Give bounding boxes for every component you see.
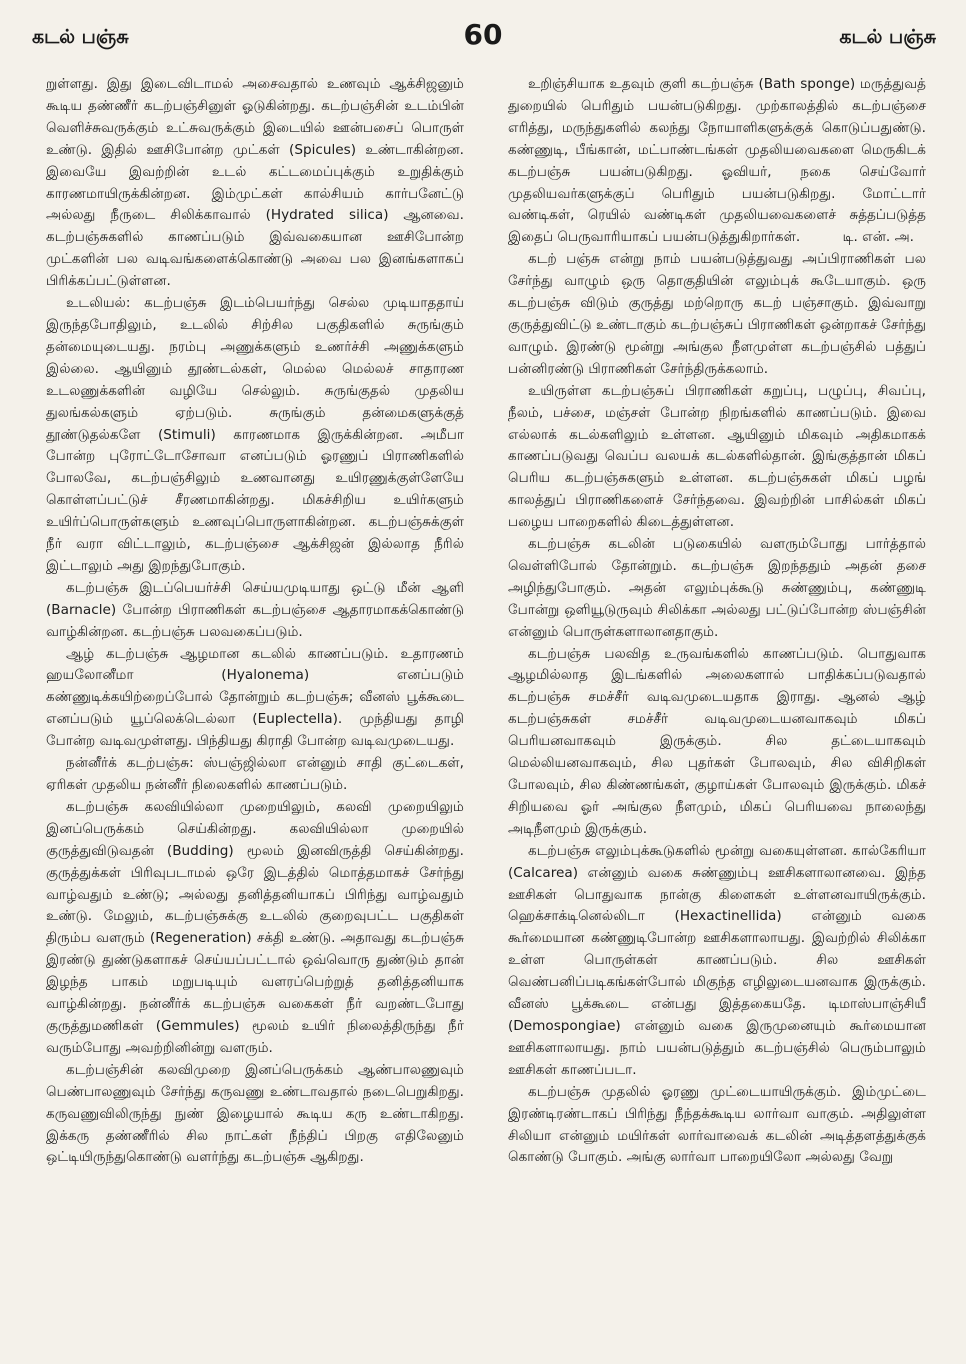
paragraph: நன்னீர்க் கடற்பஞ்சு: ஸ்பஞ்ஜில்லா என்னும் சாதி குட்டைகள், ஏரிகள் முதலிய நன்னீர் நிலைகளில் காணப்படும். xyxy=(46,755,464,793)
paragraph: கடற்பஞ்சு கடலின் படுகையில் வளரும்போது பார்த்தால் வெள்ளிபோல் தோன்றும். கடற்பஞ்சு இறந்ததும் அதன் தசை அழிந்துபோகும். அதன் எலும்புக்கூடு சுண்ணும்பு, கண்ணுடி போன்று ஒளியூடுருவும் சிலிக்கா அல்லது பட்டுப்போன்ற ஸ்பஞ்சின் என்னும் பொருள்களாலானதாகும். xyxy=(508,536,926,640)
paragraph: உறிஞ்சியாக உதவும் குளி கடற்பஞ்சு (Bath sponge) மருத்துவத் துறையில் பெரிதும் பயன்படுகிறது. முற்காலத்தில் கடற்பஞ்சை எரித்து, மருந்துகளில் கலந்து நோயாளிகளுக்குக் கொடுப்பதுண்டு. கண்ணுடி, பீங்கான், மட்பாண்டங்கள் முதலியவைகளை மெருகிடக் கடற்பஞ்சு பயன்படுகிறது. ஓவியர், நகை செய்வோர் முதலியவர்களுக்குப் பெரிதும் பயன்படுகிறது. மோட்டார் வண்டிகள், ரெயில் வண்டிகள் முதலியவைகளைச் சுத்தப்படுத்த இதைப் பெருவாரியாகப் பயன்படுத்துகிறார்கள். xyxy=(508,76,926,246)
paragraph: ஆழ் கடற்பஞ்சு ஆழமான கடலில் காணப்படும். உதாரணம் ஹயலோனீமா (Hyalonema) எனப்படும் கண்ணுடிக்கயிற்றைப்போல் தோன்றும் கடற்பஞ்சு; வீனஸ் பூக்கூடை எனப்படும் யூப்லெக்டெல்லா (Euplectella). முந்தியது தாழி போன்ற வடிவமுள்ளது. பிந்தியது கிராதி போன்ற வடிவமுடையது. xyxy=(46,645,464,750)
paragraph: உயிருள்ள கடற்பஞ்சுப் பிராணிகள் கறுப்பு, பழுப்பு, சிவப்பு, நீலம், பச்சை, மஞ்சள் போன்ற நிறங்களில் காணப்படும். இவை எல்லாக் கடல்களிலும் உள்ளன. ஆயினும் மிகவும் அதிகமாகக் காணப்படுவது வெப்ப வலயக் கடல்களில்தான். இங்குத்தான் மிகப் பெரிய கடற்பஞ்சுகளும் உள்ளன. கடற்பஞ்சுகள் மிகப் பழங் காலத்துப் பிராணிகளைச் சேர்ந்தவை. இவற்றின் பாசில்கள் மிகப் பழைய பாறைகளில் கிடைத்துள்ளன. xyxy=(508,382,926,531)
author-signature: டி. என். அ. xyxy=(842,229,914,246)
paragraph: கடற்பஞ்சு எலும்புக்கூடுகளில் மூன்று வகையுள்ளன. கால்கேரியா (Calcarea) என்னும் வகை சுண்ணும்பு ஊசிகளாலானவை. இந்த ஊசிகள் பொதுவாக நான்கு கிளைகள் உள்ளனவாயிருக்கும். ஹெக்சாக்டினெல்லிடா (Hexactinellida) என்னும் வகை கூர்மையான கண்ணுடிபோன்ற ஊசிகளாலாயது. இவற்றில் சிலிக்கா உள்ள பொருள்கள் காணப்படும். சில ஊசிகள் வெண்பனிப்படிகங்கள்போல் மிகுந்த எழிலுடையனவாக இருக்கும். வீனஸ் பூக்கூடை என்பது இத்தகையதே. டிமாஸ்பாஞ்சியீ (Demospongiae) என்னும் வகை இருமுனையும் கூர்மையான ஊசிகளாலாயது. நாம் பயன்படுத்தும் கடற்பஞ்சில் பெரும்பாலும் ஊசிகள் காணப்படா. xyxy=(508,842,926,1078)
page-header xyxy=(24,18,942,58)
paragraph: கடற்பஞ்சு முதலில் ஓரணு முட்டையாயிருக்கும். இம்முட்டை இரண்டிரண்டாகப் பிரிந்து நீந்தக்கூடிய லார்வா வாகும். அதிலுள்ள சிலியா என்னும் மயிர்கள் லார்வாவைக் கடலின் அடித்தளத்துக்குக் கொண்டு போகும். அங்கு லார்வா பாறையிலோ அல்லது வேறு xyxy=(508,1083,926,1166)
running-title-left: கடல் பஞ்சு xyxy=(32,26,129,48)
page-number: 60 xyxy=(463,18,503,51)
paragraph: கடற்பஞ்சு கலவியில்லா முறையிலும், கலவி முறையிலும் இனப்பெருக்கம் செய்கின்றது. கலவியில்லா முறையில் குருத்துவிடுவதன் (Budding) மூலம் இனவிருத்தி செய்கின்றது. குருத்துக்கள் பிரிவுபடாமல் ஒரே இடத்தில் மொத்தமாகச் சேர்ந்து வாழ்வதும் உண்டு; அல்லது தனித்தனியாகப் பிரிந்து வாழ்வதும் உண்டு. மேலும், கடற்பஞ்சுக்கு உடலில் குறைவுபட்ட பகுதிகள் திரும்ப வளரும் (Regeneration) சக்தி உண்டு. அதாவது கடற்பஞ்சு இரண்டு துண்டுகளாகச் செய்யப்பட்டால் ஒவ்வொரு துண்டும் தான் இழந்த பாகம் மறுபடியும் வளரப்பெற்றுத் தனித்தனியாக வாழ்கின்றது. நன்னீர்க் கடற்பஞ்சு வகைகள் நீர் வறண்டபோது குருத்துமணிகள் (Gemmules) மூலம் உயிர் நிலைத்திருந்து நீர் வரும்போது அவற்றினின்று வளரும். xyxy=(46,798,464,1056)
paragraph: உடலியல்: கடற்பஞ்சு இடம்பெயர்ந்து செல்ல முடியாததாய் இருந்தபோதிலும், உடலில் சிற்சில பகுதிகளில் சுருங்கும் தன்மையுடையது. நரம்பு அணுக்களும் உணர்ச்சி அணுக்களும் இல்லை. ஆயினும் தூண்டல்கள், மெல்ல மெல்லச் சாதாரண உடலணுக்களின் வழியே செல்லும். சுருங்குதல் முதலிய துலங்கல்களும் ஏற்படும். சுருங்கும் தன்மைகளுக்குத் தூண்டுதல்களே (Stimuli) காரணமாக இருக்கின்றன. அமீபா போன்ற புரோட்டோசோவா எனப்படும் ஓரணுப் பிராணிகளில் போலவே, கடற்பஞ்சிலும் உணவானது உயிரணுக்குள்ளேயே கொள்ளப்பட்டுச் சீரணமாகின்றது. மிகச்சிறிய உயிர்களும் உயிர்ப்பொருள்களும் உணவுப்பொருளாகின்றன. கடற்பஞ்சுக்குள் நீர் வரா விட்டாலும், கடற்பஞ்சை ஆக்சிஜன் இல்லாத நீரில் இட்டாலும் அது இறந்துபோகும். xyxy=(46,295,464,574)
running-title-right: கடல் பஞ்சு xyxy=(839,26,936,48)
paragraph: கடற்பஞ்சு பலவித உருவங்களில் காணப்படும். பொதுவாக ஆழமில்லாத இடங்களில் அலைகளால் பாதிக்கப்படுவதால் கடற்பஞ்சு சமச்சீர் வடிவமுடையதாக இராது. ஆனல் ஆழ் கடற்பஞ்சுகள் சமச்சீர் வடிவமுடையனவாகவும் மிகப் பெரியனவாகவும் இருக்கும். சில தட்டையாகவும் மெல்லியனவாகவும், சில புதர்கள் போலவும், சில விசிறிகள் போலவும், சில கிண்ணங்கள், குழாய்கள் போலவும் இருக்கும். மிகச் சிறியவை ஓர் அங்குல நீளமும், மிகப் பெரியவை நாலைந்து அடிநீளமும் இருக்கும். xyxy=(508,645,926,837)
paragraph: கடற் பஞ்சு என்று நாம் பயன்படுத்துவது அப்பிராணிகள் பல சேர்ந்து வாழும் ஒரு தொகுதியின் எலும்புக் கூடேயாகும். ஒரு கடற்பஞ்சு விடும் குருத்து மற்றொரு கடற் பஞ்சாகும். இவ்வாறு குருத்துவிட்டு உண்டாகும் கடற்பஞ்சுப் பிராணிகள் ஒன்றாகச் சேர்ந்து வாழும். இரண்டு மூன்று அங்குல நீளமுள்ள கடற்பஞ்சில் பத்துப் பன்னிரண்டு பிராணிகள் சேர்ந்திருக்கலாம். xyxy=(508,251,926,377)
paragraph: கடற்பஞ்சு இடப்பெயர்ச்சி செய்யமுடியாது ஒட்டு மீன் ஆளி (Barnacle) போன்ற பிராணிகள் கடற்பஞ்சை ஆதாரமாகக்கொண்டு வாழ்கின்றன. கடற்பஞ்சு பலவகைப்படும். xyxy=(46,579,464,640)
left-column xyxy=(46,74,464,1354)
paragraph: றுள்ளது. இது இடைவிடாமல் அசைவதால் உணவும் ஆக்சிஜனும் கூடிய தண்ணீர் கடற்பஞ்சினுள் ஓடுகின்றது. கடற்பஞ்சின் உடம்பின் வெளிச்சுவருக்கும் உட்சுவருக்கும் இடையில் ஊன்பசைப் பொருள் உண்டு. இதில் ஊசிபோன்ற முட்கள் (Spicules) உண்டாகின்றன. இவையே இவற்றின் உடல் கட்டமைப்புக்கும் உறுதிக்கும் காரணமாயிருக்கின்றன. இம்முட்கள் கால்சியம் கார்பனேட்டு அல்லது நீருடை சிலிக்காவால் (Hydrated silica) ஆனவை. கடற்பஞ்சுகளில் காணப்படும் இவ்வகையான ஊசிபோன்ற முட்களின் பல வடிவங்களைக்கொண்டு அவை பல இனங்களாகப் பிரிக்கப்பட்டுள்ளன. xyxy=(46,76,464,290)
right-column xyxy=(508,74,926,1354)
paragraph: கடற்பஞ்சின் கலவிமுறை இனப்பெருக்கம் ஆண்பாலணுவும் பெண்பாலணுவும் சேர்ந்து கருவணு உண்டாவதால் நடைபெறுகிறது. கருவணுவிலிருந்து நுண் இழையால் கூடிய கரு உண்டாகிறது. இக்கரு தண்ணீரில் சில நாட்கள் நீந்திப் பிறகு எதிலேனும் ஒட்டியிருந்துகொண்டு வளர்ந்து கடற்பஞ்சு ஆகிறது. xyxy=(46,1061,464,1166)
